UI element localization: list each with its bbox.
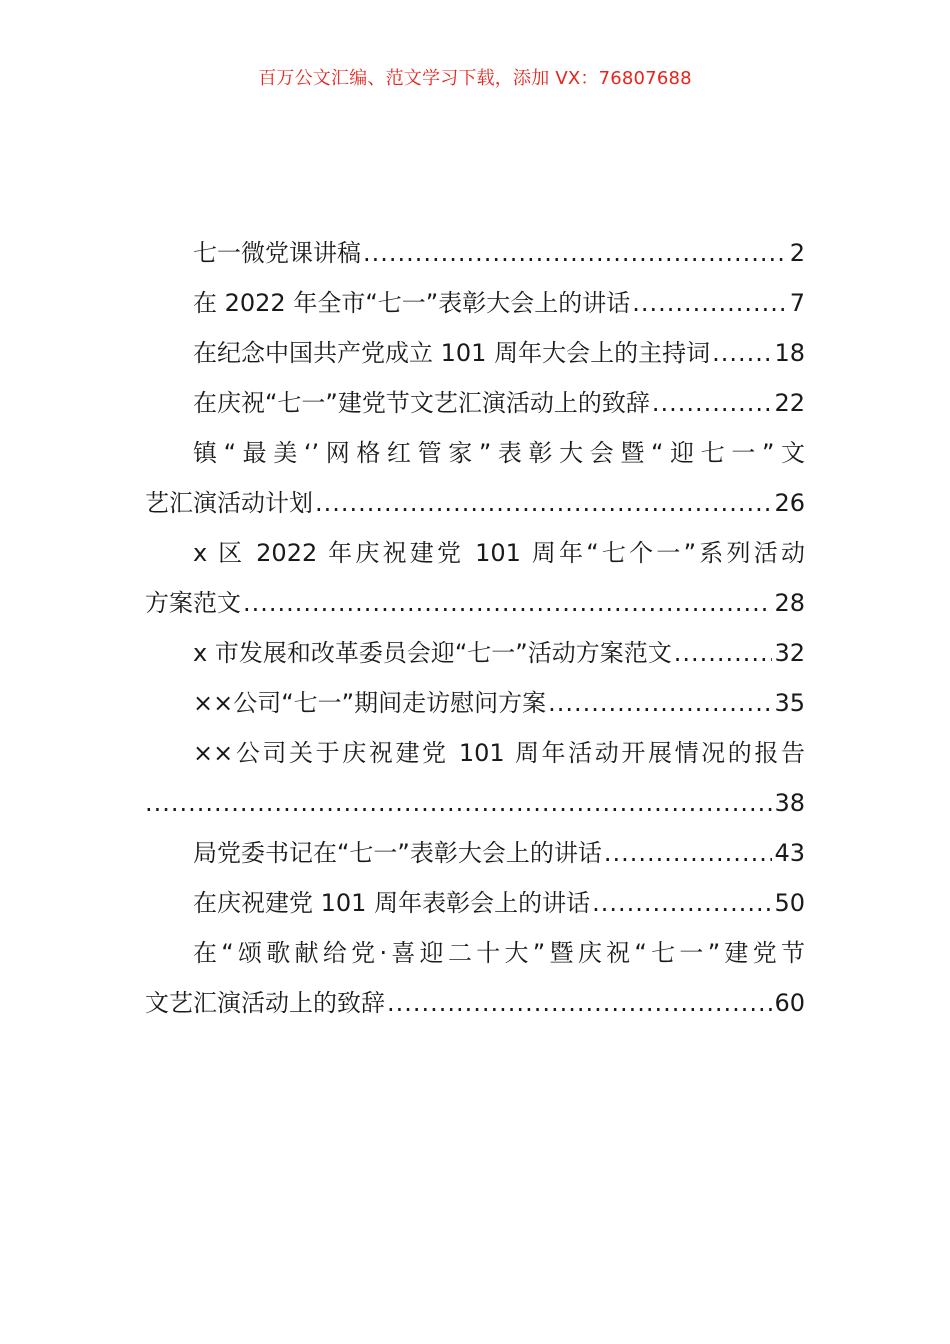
toc-entry-line1[interactable] [145,728,805,778]
toc-entry-title-line2: 艺汇演活动计划 [145,489,313,517]
toc-entry-title: 七一微党课讲稿 [193,239,361,267]
toc-entry[interactable] [145,278,805,328]
header-watermark-text: 百万公文汇编、范文学习下载，添加 VX：76807688 [258,68,692,89]
toc-entry-title: 局党委书记在“七一”表彰大会上的讲话 [193,839,602,867]
toc-entry-page: 28 [774,589,805,617]
toc-entry-page: 60 [774,989,805,1017]
toc-entry-title-line2: 方案范文 [145,589,241,617]
toc-entry-page: 35 [774,689,805,717]
table-of-contents [145,228,805,1028]
toc-entry-page: 38 [774,789,805,817]
toc-leader-dots [315,478,772,528]
toc-entry-page: 50 [774,889,805,917]
toc-entry[interactable] [145,878,805,928]
toc-entry-title-line1: 在“颂歌献给党·喜迎二十大”暨庆祝“七一”建党节 [193,939,805,967]
toc-leader-dots [548,678,772,728]
toc-entry-title-line1: ××公司关于庆祝建党 101 周年活动开展情况的报告 [193,739,805,767]
toc-entry-page: 43 [774,839,805,867]
toc-entry-line2[interactable] [145,978,805,1028]
toc-entry-title: 在 2022 年全市“七一”表彰大会上的讲话 [193,289,631,317]
toc-entry-line2[interactable] [145,778,805,828]
toc-entry-title: ××公司“七一”期间走访慰问方案 [193,689,547,717]
toc-leader-dots [674,628,773,678]
toc-entry-line1[interactable] [145,528,805,578]
toc-entry[interactable] [145,378,805,428]
toc-entry[interactable] [145,328,805,378]
toc-leader-dots [363,228,788,278]
toc-entry-title: x 市发展和改革委员会迎“七一”活动方案范文 [193,639,672,667]
toc-entry-page: 7 [789,289,805,317]
toc-entry-line1[interactable] [145,428,805,478]
toc-entry-page: 18 [774,339,805,367]
toc-entry[interactable] [145,828,805,878]
toc-entry-page: 2 [789,239,805,267]
toc-entry-line1[interactable] [145,928,805,978]
toc-entry-title-line1: x 区 2022 年庆祝建党 101 周年“七个一”系列活动 [193,539,805,567]
toc-leader-dots [387,978,772,1028]
toc-entry-title: 在纪念中国共产党成立 101 周年大会上的主持词 [193,339,711,367]
toc-entry-line2[interactable] [145,578,805,628]
toc-leader-dots [145,778,772,828]
toc-entry[interactable] [145,678,805,728]
toc-leader-dots [243,578,772,628]
toc-entry[interactable] [145,628,805,678]
toc-leader-dots [652,378,773,428]
toc-entry-title: 在庆祝建党 101 周年表彰会上的讲话 [193,889,591,917]
toc-leader-dots [632,278,788,328]
toc-leader-dots [592,878,772,928]
toc-leader-dots [604,828,773,878]
toc-entry-title: 在庆祝“七一”建党节文艺汇演活动上的致辞 [193,389,650,417]
toc-entry-page: 26 [774,489,805,517]
toc-entry-page: 32 [774,639,805,667]
toc-entry-line2[interactable] [145,478,805,528]
toc-entry-page: 22 [774,389,805,417]
toc-entry-title-line2: 文艺汇演活动上的致辞 [145,989,385,1017]
toc-leader-dots [712,328,772,378]
toc-entry[interactable] [145,228,805,278]
toc-entry-title-line1: 镇“最美‘’网格红管家”表彰大会暨“迎七一”文 [193,439,805,467]
